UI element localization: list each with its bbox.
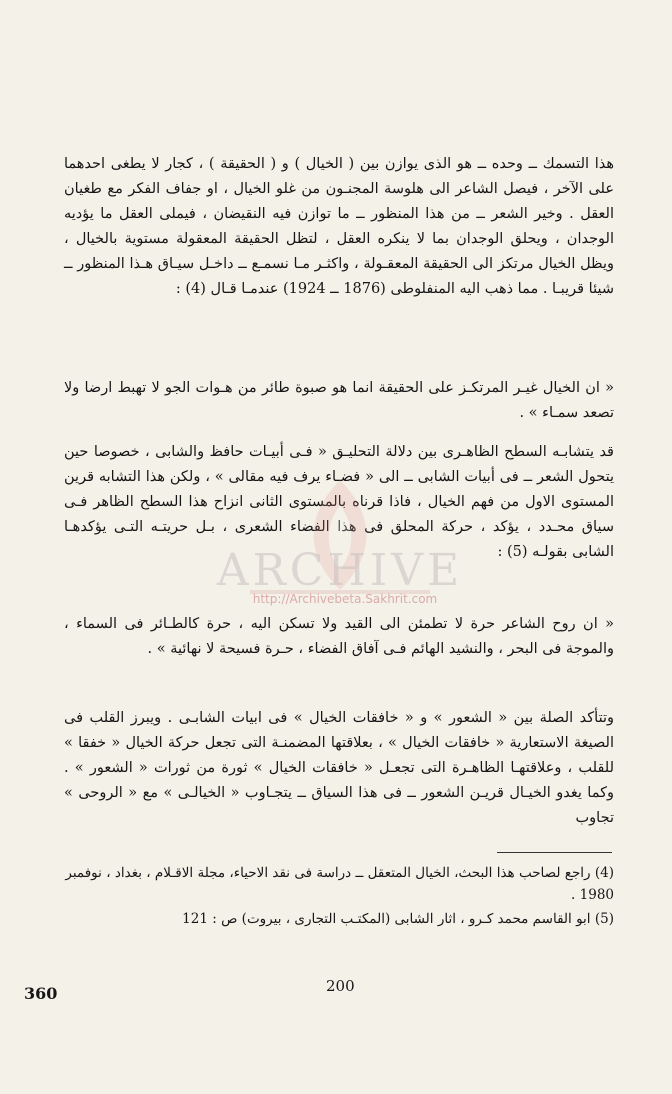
- footnote-5-text: (5) ابو القاسم محمد كـرو ، اثار الشابى (المكتـب التجارى ، بيروت) ص : 121: [182, 911, 614, 927]
- paragraph-1: [64, 152, 614, 302]
- inner-page-number: 200: [326, 977, 355, 995]
- quote-manfaluti-text: « ان الخيال غيـر المرتكـز على الحقيقة انما هو صبوة طائر من هـوات الجو لا تهبط ارضا ولا تصعد سمـاء » .: [64, 380, 614, 421]
- footnote-4: [58, 862, 614, 906]
- watermark-url: http://Archivebeta.Sakhrit.com: [252, 592, 438, 606]
- outer-page-number: 360: [24, 984, 58, 1003]
- paragraph-1-text: هذا التسمك ــ وحده ــ هو الذى يوازن بين ( الخيال ) و ( الحقيقة ) ، كجار لا يطغى احدهما على الآخر ، فيصل الشاعر الى هلوسة المجنـون من غلو الخيال ، او جفاف الفكر مع طغيان العقل . وخير الشعر ــ من هذا المنظور ــ ما توازن فيه النقيضان ، فيملى العقل ما يؤديه الوجدان ، ويحلق الوجدان بما لا ينكره العقل ، لتظل الحقيقة المعقولة مستوية بالخيال ، ويظل الخيال مرتكز الى الحقيقة المعقـولة ، واكثـر مـا نسمـع ــ داخـل سيـاق هـذا المنظور ــ شيئا قريبـا . مما ذهب اليه المنفلوطى (1876 ــ 1924) عندمـا قـال (4) :: [64, 156, 614, 297]
- watermark-title: ARCHIVE: [216, 545, 464, 596]
- quote-shabbi-text: « ان روح الشاعر حرة لا تطمئن الى القيد ولا تسكن اليه ، حرة كالطـائر فى السماء ، والموجة فى البحر ، والنشيد الهائم فـى آفاق الفضاء ، حـرة فسيحة لا نهائية » .: [64, 616, 614, 657]
- quote-shabbi: [64, 612, 614, 662]
- footnote-divider: [497, 852, 612, 853]
- paragraph-3: [64, 706, 614, 831]
- paragraph-3-text: وتتأكد الصلة بين « الشعور » و « خافقات الخيال » فى ابيات الشابـى . ويبرز القلب فى الصيغة الاستعارية « خافقات الخيال » ، بعلاقتها المضمنـة التى تجعل حركة الخيال « خفقا » للقلب ، وعلاقتهـا الظاهـرة التى تجعـل « خافقات الخيال » ثورة من ثورات « الشعور » . وكما يغدو الخيـال قريـن الشعور ــ فى هذا السياق ــ يتجـاوب « الخيالـى » مع « الروحى » تجاوب: [64, 710, 614, 826]
- quote-manfaluti: [64, 376, 614, 426]
- footnote-4-text: (4) راجع لصاحب هذا البحث، الخيال المتعقل ــ دراسة فى نقد الاحياء، مجلة الاقـلام ، بغداد ، نوفمبر 1980 .: [65, 865, 614, 903]
- footnote-5: [58, 908, 614, 930]
- paragraph-2-text: قد يتشابـه السطح الظاهـرى بين دلالة التحليـق « فـى أبيـات حافظ والشابى ، خصوصا حين يتحول الشعر ــ فى أبيات الشابى ــ الى « فضـاء يرف فيه مقالى » ، ولكن هذا التشابه قرين المستوى الاول من فهم الخيال ، فاذا قرناه بالمستوى الثانى انزاح هذا السطح الظاهر فـى سياق محـدد ، يؤكد ، حركة المحلق فى هذا الفضاء الشعرى ، بـل حريتـه التـى يؤكدهـا الشابى بقولـه (5) :: [64, 444, 614, 560]
